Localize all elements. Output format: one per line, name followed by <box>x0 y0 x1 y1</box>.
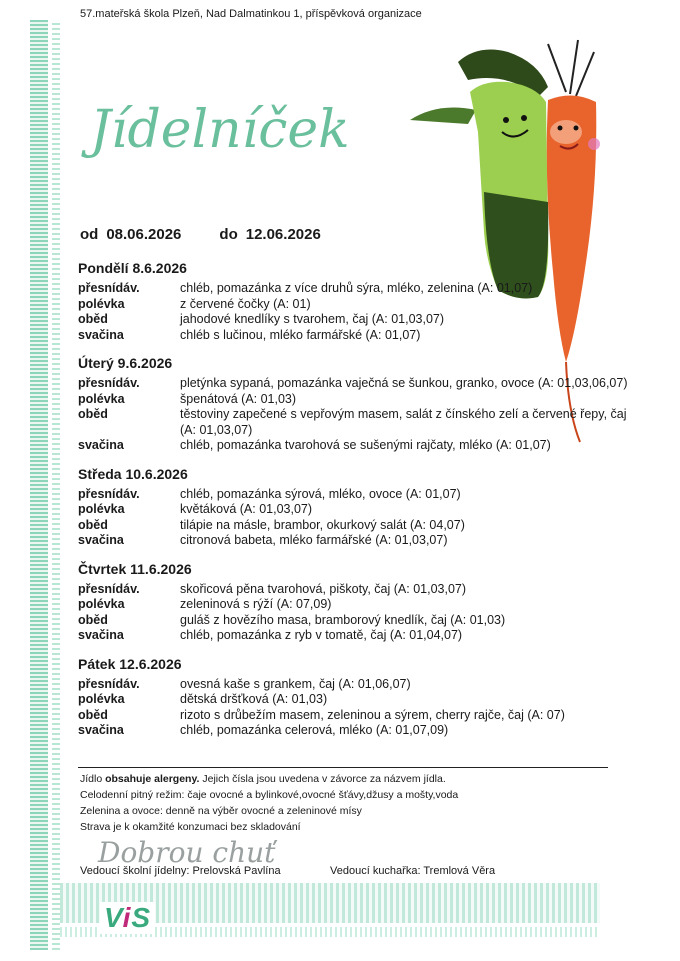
meal-row <box>78 723 638 739</box>
meal-value: ovesná kaše s grankem, čaj (A: 01,06,07) <box>180 676 411 691</box>
meal-row <box>78 407 638 438</box>
school-header: 57.mateřská škola Plzeň, Nad Dalmatinkou 1, příspěvková organizace <box>80 8 422 20</box>
meal-row <box>78 533 638 549</box>
meal-label: přesnídáv. <box>78 281 140 295</box>
meal-value: chléb s lučinou, mléko farmářské (A: 01,07) <box>180 327 421 342</box>
meal-value: chléb, pomazánka sýrová, mléko, ovoce (A: 01,07) <box>180 486 461 501</box>
meal-value: špenátová (A: 01,03) <box>180 391 297 406</box>
day-section <box>78 260 638 351</box>
meal-row <box>78 297 638 313</box>
meal-value: citronová babeta, mléko farmářské (A: 01,03,07) <box>180 533 448 547</box>
meal-value: chléb, pomazánka tvarohová se sušenými rajčaty, mléko (A: 01,07) <box>180 438 551 452</box>
drinks-note: Celodenní pitný režim: čaje ovocné a bylinkové,ovocné šťávy,džusy a mošty,voda <box>80 789 459 801</box>
meal-value: guláš z hovězího masa, bramborový knedlík, čaj (A: 01,03) <box>180 612 506 627</box>
meal-label: přesnídáv. <box>78 581 140 596</box>
day-title: Středa 10.6.2026 <box>78 465 188 482</box>
meal-row <box>78 328 638 344</box>
meal-value: pletýnka sypaná, pomazánka vaječná se šunkou, granko, ovoce (A: 01,03,06,07) <box>180 376 628 390</box>
meal-label: oběd <box>78 612 108 627</box>
menu-period <box>80 226 329 243</box>
meal-value: skořicová pěna tvarohová, piškoty, čaj (A: 01,03,07) <box>180 581 467 596</box>
meal-value: z červené čočky (A: 01) <box>180 296 311 311</box>
signature-cook: Vedoucí kuchařka: Tremlová Věra <box>330 865 496 877</box>
notes-divider <box>78 767 608 768</box>
day-section <box>78 466 638 557</box>
allergen-note-bold: obsahuje alergeny. <box>105 773 200 785</box>
day-title: Pátek 12.6.2026 <box>78 655 182 672</box>
meal-value: rizoto s drůbežím masem, zeleninou a sýrem, cherry rajče, čaj (A: 07) <box>180 707 565 722</box>
meal-label: polévka <box>78 692 125 706</box>
decorative-border-left <box>30 20 48 950</box>
meal-label: oběd <box>78 707 108 722</box>
allergen-note <box>80 771 458 787</box>
period-from-label: od <box>80 226 99 243</box>
day-spacer <box>78 343 638 351</box>
meal-row <box>78 708 638 724</box>
signature-head: Vedoucí školní jídelny: Prelovská Pavlína <box>80 865 281 877</box>
meal-value: chléb, pomazánka celerová, mléko (A: 01,07,09) <box>180 723 449 737</box>
meal-row <box>78 518 638 534</box>
meal-row <box>78 438 638 454</box>
meal-label: svačina <box>78 533 124 547</box>
meal-label: přesnídáv. <box>78 676 140 691</box>
meal-value: zeleninová s rýží (A: 07,09) <box>180 597 332 611</box>
meal-value: těstoviny zapečené s vepřovým masem, salát z čínského zelí a červené řepy, čaj (A: 01,03,07) <box>180 407 627 437</box>
allergen-note-pre: Jídlo <box>80 773 106 785</box>
logo-letter-v: V <box>104 902 123 933</box>
meal-label: svačina <box>78 723 124 737</box>
consume-note: Strava je k okamžité konzumaci bez skladování <box>80 821 301 833</box>
meal-row <box>78 502 638 518</box>
meal-row <box>78 376 638 392</box>
meal-row <box>78 392 638 408</box>
meal-row <box>78 613 638 629</box>
period-to-date: 12.06.2026 <box>245 226 321 243</box>
day-spacer <box>78 739 638 747</box>
day-title: Pondělí 8.6.2026 <box>78 260 187 276</box>
logo-letter-i: i <box>122 902 132 933</box>
meal-label: přesnídáv. <box>78 376 140 390</box>
day-spacer <box>78 454 638 462</box>
meal-label: polévka <box>78 296 125 311</box>
meal-label: oběd <box>78 407 108 421</box>
day-section <box>78 561 638 652</box>
day-section <box>78 656 638 747</box>
meal-label: polévka <box>78 391 125 406</box>
meal-value: chléb, pomazánka z ryb v tomatě, čaj (A: 01,04,07) <box>180 628 463 642</box>
meal-row <box>78 582 638 598</box>
meal-row <box>78 628 638 644</box>
meal-label: polévka <box>78 597 125 611</box>
meal-label: polévka <box>78 502 125 516</box>
menu-notes <box>80 771 458 835</box>
decorative-border-left-inner <box>52 20 60 950</box>
allergen-note-post: Jejich čísla jsou uvedena v závorce za názvem jídla. <box>199 773 446 785</box>
meal-row <box>78 677 638 693</box>
closing-greeting: Dobrou chuť <box>98 836 276 869</box>
meal-value: jahodové knedlíky s tvarohem, čaj (A: 01,03,07) <box>180 312 445 326</box>
meal-label: oběd <box>78 517 108 532</box>
menu-days <box>78 260 638 751</box>
day-title: Úterý 9.6.2026 <box>78 355 173 371</box>
logo-letter-s: S <box>131 902 152 933</box>
period-from-date: 08.06.2026 <box>106 226 182 243</box>
meal-value: chléb, pomazánka z více druhů sýra, mléko, zelenina (A: 01,07) <box>180 281 533 295</box>
meal-label: oběd <box>78 312 108 326</box>
meal-row <box>78 692 638 708</box>
meal-row <box>78 487 638 503</box>
vis-logo <box>100 902 155 934</box>
day-spacer <box>78 549 638 557</box>
meal-row <box>78 312 638 328</box>
meal-row <box>78 597 638 613</box>
meal-label: svačina <box>78 327 124 342</box>
day-section <box>78 355 638 462</box>
meal-row <box>78 281 638 297</box>
day-spacer <box>78 644 638 652</box>
page-title: Jídelníček <box>90 100 350 160</box>
meal-label: svačina <box>78 438 124 452</box>
meal-value: tilápie na másle, brambor, okurkový salát (A: 04,07) <box>180 517 465 532</box>
meal-label: přesnídáv. <box>78 486 140 501</box>
meal-value: dětská dršťková (A: 01,03) <box>180 692 328 706</box>
meal-label: svačina <box>78 628 124 642</box>
meal-value: květáková (A: 01,03,07) <box>180 502 313 516</box>
day-title: Čtvrtek 11.6.2026 <box>78 560 192 577</box>
period-to-label: do <box>219 226 238 243</box>
veg-note: Zelenina a ovoce: denně na výběr ovocné a zeleninové mísy <box>80 805 362 817</box>
